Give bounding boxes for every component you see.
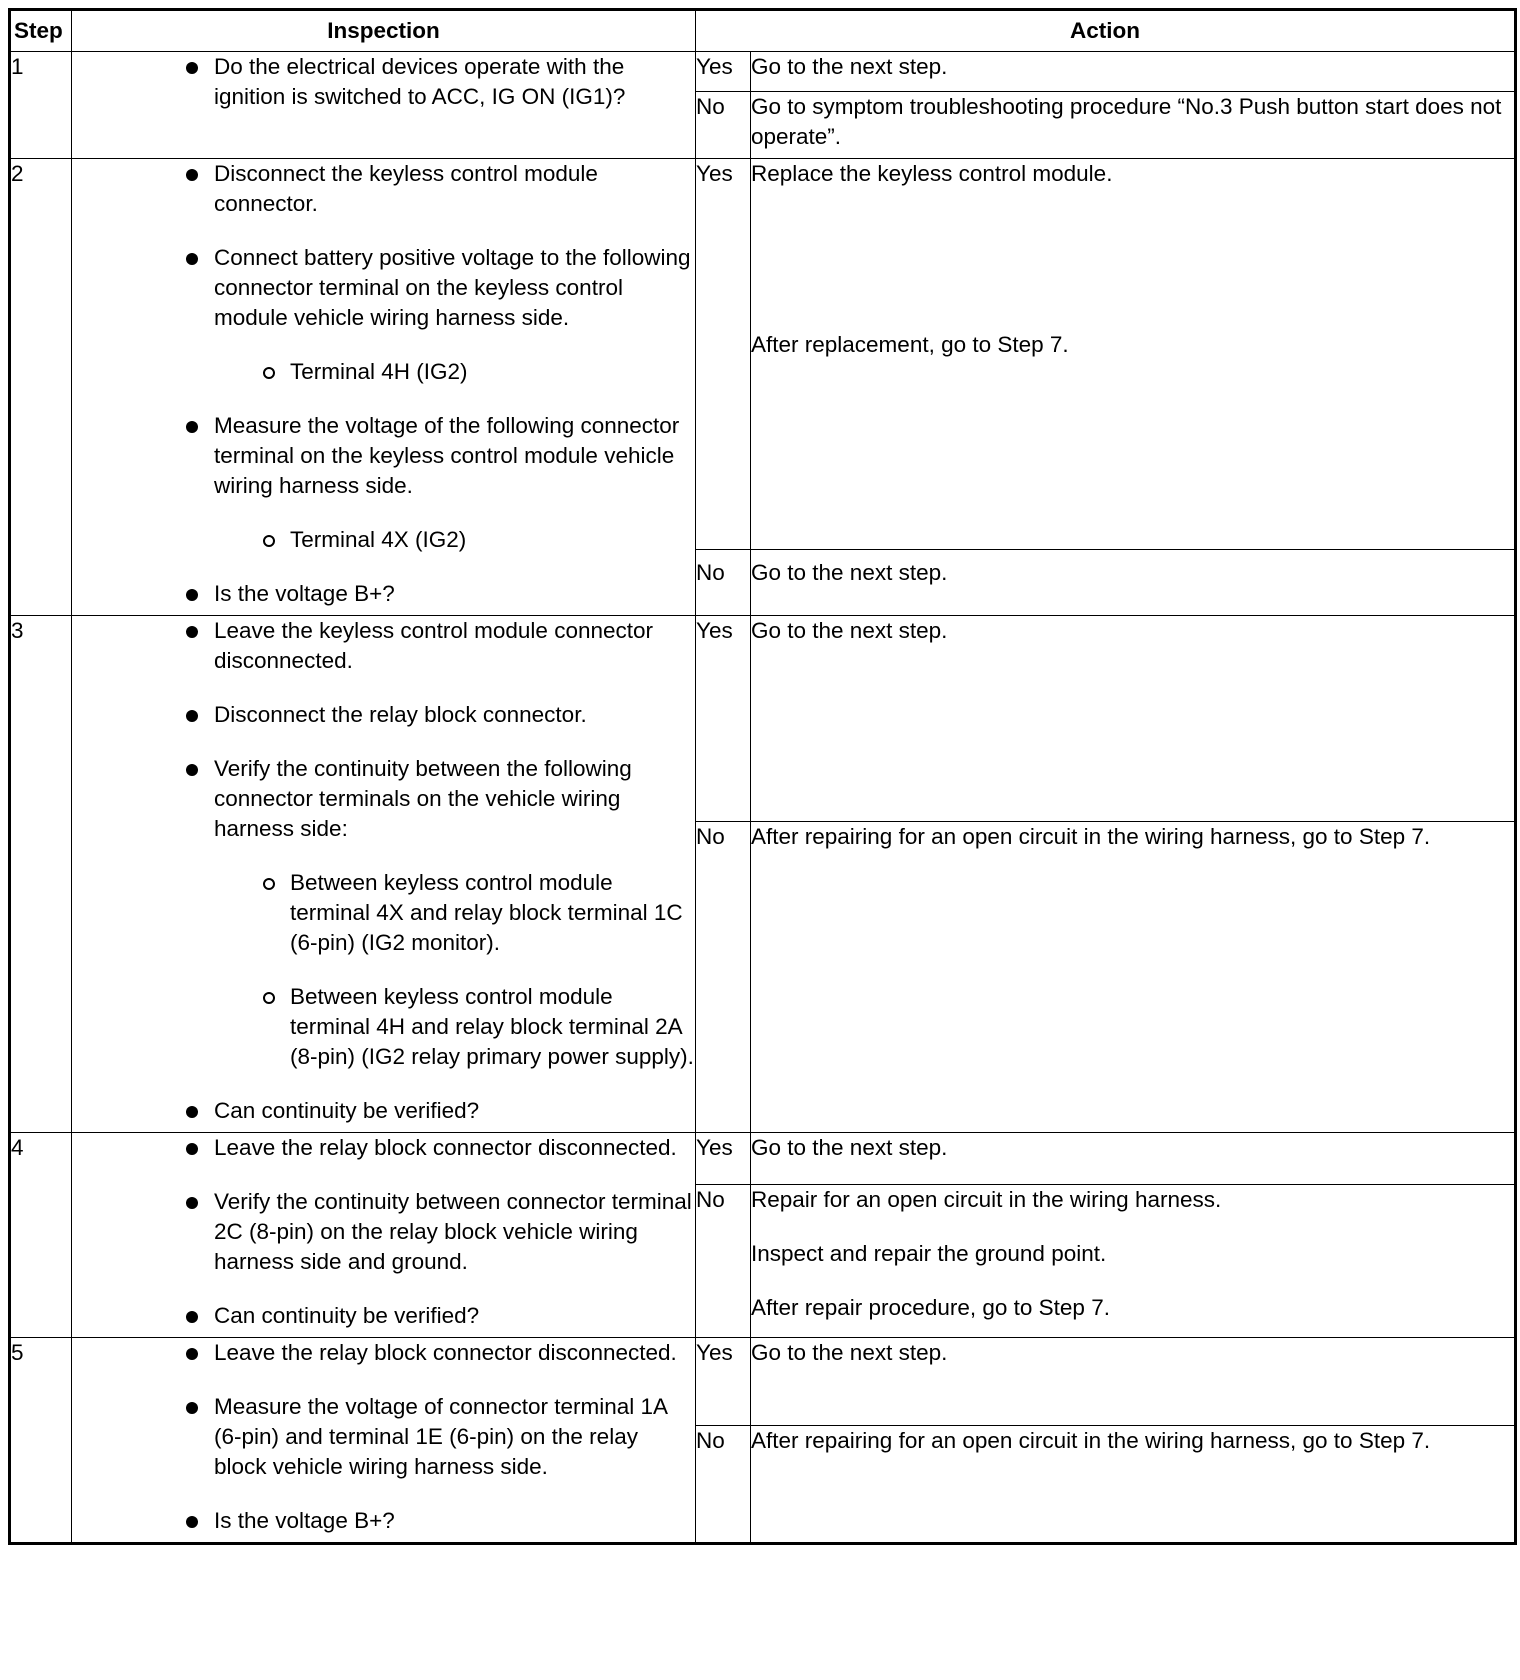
action-text: Go to the next step. — [751, 1135, 948, 1160]
action-text: Replace the keyless control module. — [751, 161, 1113, 186]
inspection-item — [72, 243, 695, 387]
inspection-item — [72, 411, 695, 555]
inspection-item — [72, 579, 695, 609]
inspection-item: Do the electrical devices operate with the ignition is switched to ACC, IG ON (IG1)? — [72, 52, 695, 112]
step-1-row — [10, 52, 1516, 92]
inspection-text: Measure the voltage of the following connector terminal on the keyless control module vehicle wiring harness side. — [214, 413, 680, 498]
no-label: No — [696, 822, 751, 1133]
no-action — [751, 1426, 1516, 1544]
no-label: No — [696, 1426, 751, 1544]
yes-action — [751, 1338, 1516, 1426]
inspection-text: Can continuity be verified? — [214, 1098, 480, 1123]
yes-action — [751, 159, 1516, 550]
diagnostic-table — [8, 8, 1517, 1545]
inspection-item: Leave the relay block connector disconnected. — [72, 1338, 695, 1368]
inspection-cell — [72, 159, 696, 616]
action-text: Inspect and repair the ground point. — [751, 1241, 1107, 1266]
sub-item: Between keyless control module terminal 4H and relay block terminal 2A (8-pin) (IG2 relay primary power supply). — [72, 982, 695, 1072]
inspection-item — [72, 159, 695, 219]
header-action: Action — [696, 10, 1516, 52]
inspection-list — [72, 52, 695, 112]
step-number: 5 — [10, 1338, 72, 1544]
action-text: Go to the next step. — [751, 618, 948, 643]
yes-label: Yes — [696, 616, 751, 822]
inspection-text: Leave the keyless control module connector disconnected. — [214, 618, 654, 673]
sub-item: Terminal 4H (IG2) — [72, 357, 695, 387]
step-number: 4 — [10, 1133, 72, 1338]
yes-label: Yes — [696, 1338, 751, 1426]
inspection-item: Leave the relay block connector disconnected. — [72, 1133, 695, 1163]
inspection-cell — [72, 52, 696, 159]
action-text: Go to symptom troubleshooting procedure “No.3 Push button start does not operate”. — [751, 94, 1502, 149]
step-number: 3 — [10, 616, 72, 1133]
inspection-list — [72, 1338, 695, 1536]
yes-action — [751, 616, 1516, 822]
action-text: Go to the next step. — [751, 560, 948, 585]
yes-label: Yes — [696, 52, 751, 92]
yes-action — [751, 52, 1516, 92]
action-text: After replacement, go to Step 7. — [751, 332, 1069, 357]
action-text: After repair procedure, go to Step 7. — [751, 1295, 1110, 1320]
action-text: After repairing for an open circuit in the wiring harness, go to Step 7. — [751, 1428, 1431, 1453]
inspection-cell — [72, 616, 696, 1133]
yes-action — [751, 1133, 1516, 1185]
action-text: Repair for an open circuit in the wiring harness. — [751, 1187, 1222, 1212]
sub-item: Terminal 4X (IG2) — [72, 525, 695, 555]
no-label: No — [696, 550, 751, 616]
action-text: Go to the next step. — [751, 54, 948, 79]
action-text: Go to the next step. — [751, 1340, 948, 1365]
yes-label: Yes — [696, 1133, 751, 1185]
inspection-list — [72, 1133, 695, 1331]
inspection-text: Connect battery positive voltage to the following connector terminal on the keyless control module vehicle wiring harness side. — [214, 245, 691, 330]
inspection-text: Disconnect the keyless control module connector. — [214, 161, 598, 216]
inspection-text: Is the voltage B+? — [214, 581, 395, 606]
action-text: After repairing for an open circuit in the wiring harness, go to Step 7. — [751, 824, 1431, 849]
no-action — [751, 822, 1516, 1133]
yes-label: Yes — [696, 159, 751, 550]
inspection-item — [72, 754, 695, 1072]
inspection-cell — [72, 1133, 696, 1338]
sub-list — [214, 357, 695, 387]
inspection-text: Disconnect the relay block connector. — [214, 702, 587, 727]
step-2-row — [10, 159, 1516, 550]
sub-item: Between keyless control module terminal 4X and relay block terminal 1C (6-pin) (IG2 monitor). — [72, 868, 695, 958]
inspection-list — [72, 159, 695, 609]
inspection-list — [72, 616, 695, 1126]
step-number: 2 — [10, 159, 72, 616]
no-label: No — [696, 1185, 751, 1338]
inspection-item — [72, 1096, 695, 1126]
no-label: No — [696, 92, 751, 159]
inspection-item: Can continuity be verified? — [72, 1301, 695, 1331]
step-number: 1 — [10, 52, 72, 159]
step-4-row — [10, 1133, 1516, 1185]
step-5-row — [10, 1338, 1516, 1426]
header-inspection: Inspection — [72, 10, 696, 52]
no-action — [751, 92, 1516, 159]
no-action — [751, 550, 1516, 616]
inspection-item: Measure the voltage of connector terminal 1A (6-pin) and terminal 1E (6-pin) on the relay block vehicle wiring harness side. — [72, 1392, 695, 1482]
inspection-text: Verify the continuity between the following connector terminals on the vehicle wiring harness side: — [214, 756, 632, 841]
no-action — [751, 1185, 1516, 1338]
header-step: Step — [10, 10, 72, 52]
sub-list — [214, 525, 695, 555]
sub-list — [214, 868, 695, 1072]
inspection-cell — [72, 1338, 696, 1544]
inspection-item — [72, 700, 695, 730]
inspection-item — [72, 616, 695, 676]
header-row — [10, 10, 1516, 52]
step-3-row — [10, 616, 1516, 822]
inspection-item: Is the voltage B+? — [72, 1506, 695, 1536]
inspection-item: Verify the continuity between connector terminal 2C (8-pin) on the relay block vehicle wiring harness side and ground. — [72, 1187, 695, 1277]
